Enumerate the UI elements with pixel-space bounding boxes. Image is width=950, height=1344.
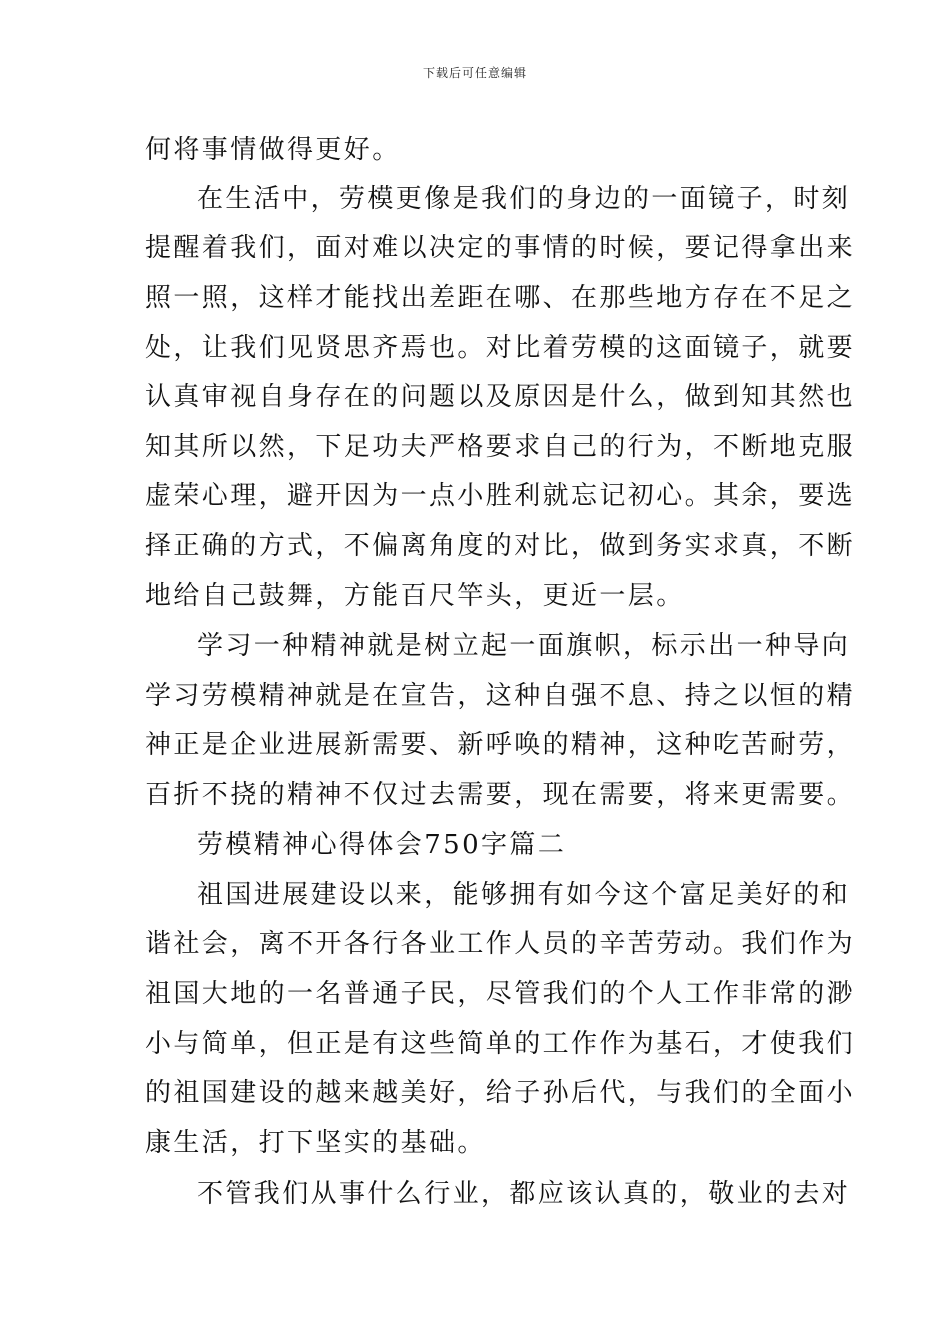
text-line: 提醒着我们，面对难以决定的事情的时候，要记得拿出来 xyxy=(145,233,856,263)
text-line: 百折不挠的精神不仅过去需要，现在需要，将来更需要。 xyxy=(145,780,856,810)
text-line: 的祖国建设的越来越美好，给子孙后代，与我们的全面小 xyxy=(145,1078,856,1108)
text-line: 学习劳模精神就是在宣告，这种自强不息、持之以恒的精 xyxy=(145,681,856,711)
section-heading: 劳模精神心得体会750字篇二 xyxy=(197,830,567,860)
paragraph-first-line: 祖国进展建设以来，能够拥有如今这个富足美好的和 xyxy=(197,880,851,910)
text-line: 择正确的方式，不偏离角度的对比，做到务实求真，不断 xyxy=(145,531,856,561)
text-line: 谐社会，离不开各行各业工作人员的辛苦劳动。我们作为 xyxy=(145,929,856,959)
page-header: 下载后可任意编辑 xyxy=(422,66,527,80)
text-line: 照一照，这样才能找出差距在哪、在那些地方存在不足之 xyxy=(145,283,856,313)
paragraph-first-line: 在生活中，劳模更像是我们的身边的一面镜子，时刻 xyxy=(197,184,851,214)
paragraph-first-line: 学习一种精神就是树立起一面旗帜，标示出一种导向 xyxy=(197,631,851,661)
text-line: 知其所以然，下足功夫严格要求自己的行为，不断地克服 xyxy=(145,432,856,462)
text-line: 地给自己鼓舞，方能百尺竿头，更近一层。 xyxy=(145,581,685,611)
text-line: 祖国大地的一名普通子民，尽管我们的个人工作非常的渺 xyxy=(145,979,856,1009)
text-line: 神正是企业进展新需要、新呼唤的精神，这种吃苦耐劳， xyxy=(145,730,856,760)
text-line: 康生活，打下坚实的基础。 xyxy=(145,1128,486,1158)
text-line: 认真审视自身存在的问题以及原因是什么，做到知其然也 xyxy=(145,382,856,412)
paragraph-first-line: 不管我们从事什么行业，都应该认真的，敬业的去对 xyxy=(197,1179,851,1209)
text-line: 处，让我们见贤思齐焉也。对比着劳模的这面镜子，就要 xyxy=(145,333,856,363)
text-line: 小与简单，但正是有这些简单的工作作为基石，才使我们 xyxy=(145,1029,856,1059)
text-line: 何将事情做得更好。 xyxy=(145,135,401,165)
text-line: 虚荣心理，避开因为一点小胜利就忘记初心。其余，要选 xyxy=(145,481,856,511)
